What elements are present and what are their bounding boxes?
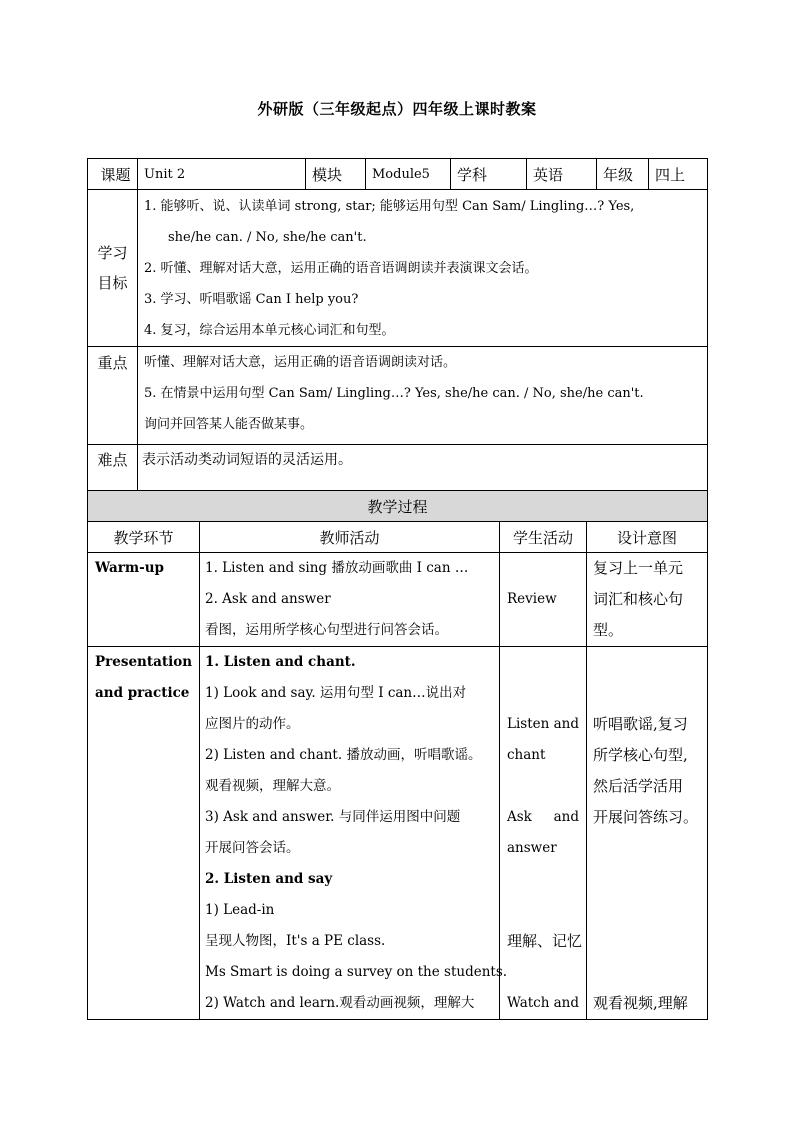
- presentation-student-line-3: [500, 802, 586, 833]
- warmup-teacher-line-2: 2. Ask and answer: [205, 591, 331, 607]
- key-point-1: 听懂、理解对话大意，运用正确的语音语调朗读对话。: [144, 355, 457, 370]
- goals-content: [138, 190, 708, 347]
- presentation-teacher-line-8: 2. Listen and say: [205, 871, 333, 887]
- presentation-intent-line-4: 开展问答练习。: [593, 808, 699, 826]
- presentation-intent-line-2: 所学核心句型,: [593, 746, 688, 764]
- presentation-teacher-cell: [200, 647, 508, 1020]
- process-band-row: [88, 491, 708, 522]
- presentation-intent-line-5: 观看视频,理解: [593, 994, 688, 1012]
- presentation-student-line-6: [500, 988, 586, 1019]
- presentation-student-and-3: and: [553, 995, 579, 1011]
- goal-item-4: 4. 复习，综合运用本单元核心词汇和句型。: [144, 323, 395, 338]
- difficulty-row: [88, 445, 708, 496]
- header-intent: 设计意图: [587, 522, 708, 553]
- warmup-stage: Warm-up: [95, 560, 164, 576]
- presentation-teacher-line-4: 2) Listen and chant. 播放动画，听唱歌谣。: [205, 747, 482, 763]
- difficulty-text: 表示活动类动词短语的灵活运用。: [142, 452, 352, 468]
- key-points-content: [138, 347, 708, 445]
- presentation-teacher-line-9: 1) Lead-in: [205, 902, 275, 918]
- presentation-teacher-line-10: 呈现人物图，It's a PE class.: [205, 933, 386, 949]
- presentation-stage-cell: [88, 647, 200, 1020]
- presentation-student-cell: [500, 647, 587, 1020]
- subject-value: 英语: [527, 159, 597, 190]
- grade-value: 四上: [649, 159, 708, 190]
- warmup-stage-cell: [88, 553, 200, 647]
- presentation-teacher-line-12: 2) Watch and learn.观看动画视频，理解大: [205, 995, 475, 1011]
- goals-row: [88, 190, 708, 347]
- warmup-intent-line-2: 词汇和核心句: [593, 590, 684, 608]
- presentation-teacher-line-2: 1) Look and say. 运用句型 I can…说出对: [205, 685, 467, 701]
- presentation-intent-line-3: 然后活学活用: [593, 777, 684, 795]
- difficulty-value: [138, 445, 708, 496]
- presentation-teacher-line-5: 观看视频，理解大意。: [205, 778, 340, 794]
- goal-item-2: 2. 听懂、理解对话大意，运用正确的语音语调朗读并表演课文会话。: [144, 261, 538, 276]
- goals-label-line-2: 目标: [97, 274, 128, 292]
- subject-label: 学科: [451, 159, 527, 190]
- lesson-info-table: [87, 158, 708, 496]
- module-label: 模块: [306, 159, 366, 190]
- warmup-row: [88, 553, 708, 647]
- warmup-intent-cell: [587, 553, 708, 647]
- key-point-2: 5. 在情景中运用句型 Can Sam/ Lingling…? Yes, she/he can. / No, she/he can't.: [144, 386, 644, 401]
- module-value: Module5: [366, 159, 451, 190]
- key-point-3: 询问并回答某人能否做某事。: [144, 417, 314, 432]
- warmup-teacher-line-3: 看图，运用所学核心句型进行问答会话。: [205, 622, 448, 638]
- process-band: 教学过程: [88, 491, 708, 522]
- presentation-student-listen: Listen: [507, 716, 550, 732]
- difficulty-label: 难点: [88, 445, 138, 496]
- presentation-student-line-2: chant: [507, 747, 546, 763]
- presentation-teacher-line-3: 应图片的动作。: [205, 716, 300, 732]
- warmup-student: Review: [507, 591, 557, 607]
- goal-item-1: 1. 能够听、说、认读单词 strong, star; 能够运用句型 Can Sam/ Lingling…? Yes,: [144, 199, 635, 214]
- presentation-student-and-1: and: [553, 716, 579, 732]
- warmup-teacher-cell: [200, 553, 500, 647]
- header-student: 学生活动: [500, 522, 587, 553]
- topic-value: Unit 2: [138, 159, 306, 190]
- process-header-row: [88, 522, 708, 553]
- presentation-student-line-1: [500, 709, 586, 740]
- presentation-teacher-line-11: Ms Smart is doing a survey on the students.: [205, 964, 508, 980]
- info-header-row: [88, 159, 708, 190]
- presentation-intent-line-1: 听唱歌谣,复习: [593, 715, 688, 733]
- presentation-teacher-line-6: 3) Ask and answer. 与同伴运用图中问题: [205, 809, 461, 825]
- warmup-teacher-line-1: 1. Listen and sing 播放动画歌曲 I can …: [205, 560, 469, 576]
- goal-item-3: 3. 学习、听唱歌谣 Can I help you?: [144, 292, 359, 307]
- warmup-student-cell: [500, 553, 587, 647]
- document-title: 外研版（三年级起点）四年级上课时教案: [257, 100, 537, 118]
- warmup-intent-line-1: 复习上一单元: [593, 559, 684, 577]
- header-teacher: 教师活动: [200, 522, 500, 553]
- presentation-teacher-line-7: 开展问答会话。: [205, 840, 300, 856]
- grade-label: 年级: [597, 159, 649, 190]
- key-points-row: [88, 347, 708, 445]
- presentation-student-line-4: answer: [507, 840, 557, 856]
- key-label: 重点: [88, 347, 138, 445]
- teaching-process-table: [87, 490, 708, 1020]
- presentation-stage-line-1: Presentation: [95, 654, 193, 670]
- goals-label: [88, 190, 138, 347]
- presentation-student-line-5: 理解、记忆: [507, 932, 583, 950]
- presentation-stage-line-2: and practice: [95, 685, 190, 701]
- presentation-student-ask: Ask: [507, 809, 532, 825]
- presentation-row: [88, 647, 708, 1020]
- header-stage: 教学环节: [88, 522, 200, 553]
- presentation-student-watch: Watch: [507, 995, 550, 1011]
- goals-label-line-1: 学习: [97, 244, 128, 262]
- goal-item-1-cont: she/he can. / No, she/he can't.: [168, 230, 367, 245]
- presentation-intent-cell: [587, 647, 708, 1020]
- warmup-intent-line-3: 型。: [593, 621, 624, 639]
- presentation-student-and-2: and: [553, 809, 579, 825]
- presentation-teacher-line-1: 1. Listen and chant.: [205, 654, 356, 670]
- topic-label: 课题: [88, 159, 138, 190]
